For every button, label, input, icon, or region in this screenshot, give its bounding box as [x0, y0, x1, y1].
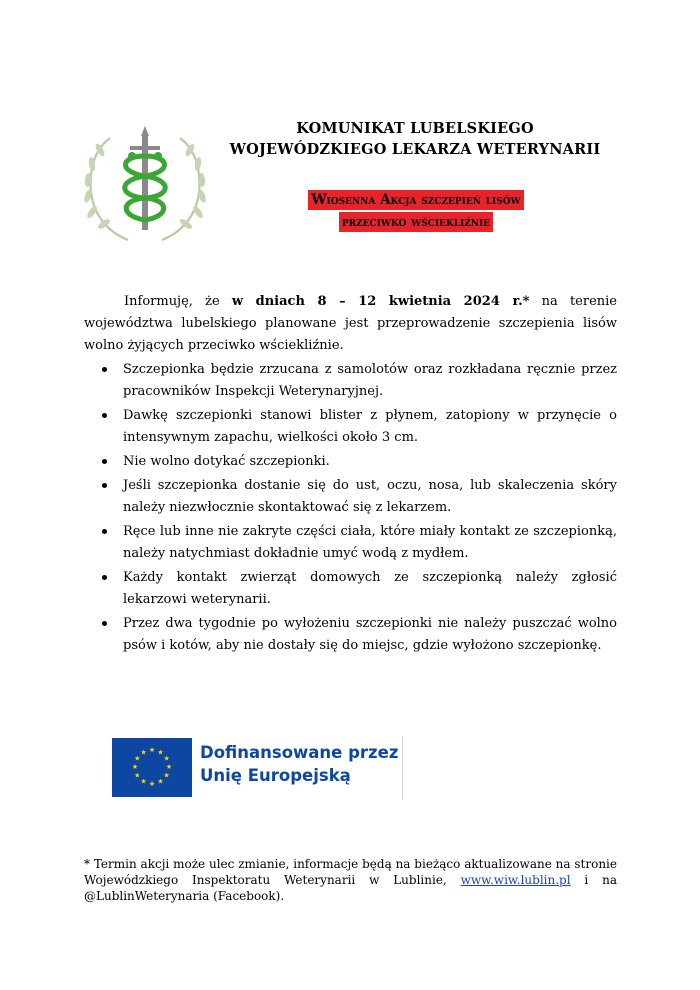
list-item-text: Przez dwa tygodnie po wyłożeniu szczepionki nie należy puszczać wolno psów i kotów, aby nie dostały się do miejsc, gdzie wyłożono szczepionkę.	[123, 616, 617, 653]
list-item-text: Dawkę szczepionki stanowi blister z płynem, zatopiony w przynęcie o intensywnym zapachu, wielkości około 3 cm.	[123, 408, 617, 445]
banner-line-1: Wiosenna Akcja szczepień lisów	[308, 190, 523, 210]
list-item	[84, 521, 617, 565]
campaign-banner	[255, 189, 577, 233]
wiw-website-link[interactable]: www.wiw.lublin.pl	[460, 873, 571, 887]
list-item-text: Jeśli szczepionka dostanie się do ust, oczu, nosa, lub skaleczenia skóry należy niezwłocznie skontaktować się z lekarzem.	[123, 478, 617, 515]
veterinary-emblem-icon	[80, 120, 210, 250]
bullet-icon	[102, 367, 107, 372]
list-item-text: Ręce lub inne nie zakryte części ciała, które miały kontakt ze szczepionką, należy natychmiast dokładnie umyć wodą z mydłem.	[123, 524, 617, 561]
banner-line-2: przeciwko wściekliźnie	[339, 212, 493, 232]
list-item-text: Nie wolno dotykać szczepionki.	[123, 454, 330, 469]
bullet-icon	[102, 621, 107, 626]
footnote-text-end: i na @LublinWeterynaria (Facebook).	[84, 873, 617, 903]
svg-text:★: ★	[157, 777, 164, 786]
title-line-1: KOMUNIKAT LUBELSKIEGO	[296, 120, 534, 137]
intro-paragraph	[84, 291, 617, 357]
svg-text:★: ★	[165, 763, 173, 771]
list-item	[84, 405, 617, 449]
list-item	[84, 567, 617, 611]
list-item-text: Każdy kontakt zwierząt domowych ze szczepionką należy zgłosić lekarzowi weterynarii.	[123, 570, 617, 607]
intro-text-start: Informuję, że	[124, 294, 232, 309]
svg-text:★: ★	[148, 780, 156, 788]
eu-funding-text	[200, 741, 400, 787]
footnote	[84, 856, 617, 904]
intro-text-end: na terenie województwa lubelskiego planowane jest przeprowadzenie szczepienia lisów wolno żyjących przeciwko wściekliźnie.	[84, 294, 617, 353]
logo-divider	[402, 736, 403, 800]
svg-text:★: ★	[140, 777, 147, 786]
communique-title	[215, 118, 615, 160]
announcement-body	[84, 291, 617, 657]
title-line-2: WOJEWÓDZKIEGO LEKARZA WETERYNARII	[229, 141, 601, 158]
campaign-dates: w dniach 8 – 12 kwietnia 2024 r.*	[231, 294, 530, 309]
svg-text:★: ★	[131, 763, 139, 771]
list-item-text: Szczepionka będzie zrzucana z samolotów oraz rozkładana ręcznie przez pracowników Inspekcji Weterynaryjnej.	[123, 362, 617, 399]
footnote-text-start: * Termin akcji może ulec zmianie, informacje będą na bieżąco aktualizowane na stronie Wojewódzkiego Inspektoratu Weterynarii w Lublinie,	[84, 857, 617, 887]
list-item	[84, 475, 617, 519]
instructions-list	[84, 359, 617, 657]
bullet-icon	[102, 483, 107, 488]
eu-flag-icon	[112, 738, 192, 797]
eu-text-line-2: Unię Europejską	[200, 766, 351, 785]
eu-text-line-1: Dofinansowane przez	[200, 743, 399, 762]
bullet-icon	[102, 459, 107, 464]
svg-text:★: ★	[148, 746, 156, 754]
eu-funding-logo	[112, 736, 404, 800]
bullet-icon	[102, 529, 107, 534]
svg-text:★: ★	[134, 771, 141, 780]
list-item	[84, 451, 617, 473]
bullet-icon	[102, 575, 107, 580]
list-item	[84, 359, 617, 403]
svg-text:★: ★	[134, 754, 141, 763]
svg-text:★: ★	[163, 754, 170, 763]
bullet-icon	[102, 413, 107, 418]
svg-text:★: ★	[140, 748, 147, 757]
svg-text:★: ★	[157, 748, 164, 757]
list-item	[84, 613, 617, 657]
svg-text:★: ★	[163, 771, 170, 780]
